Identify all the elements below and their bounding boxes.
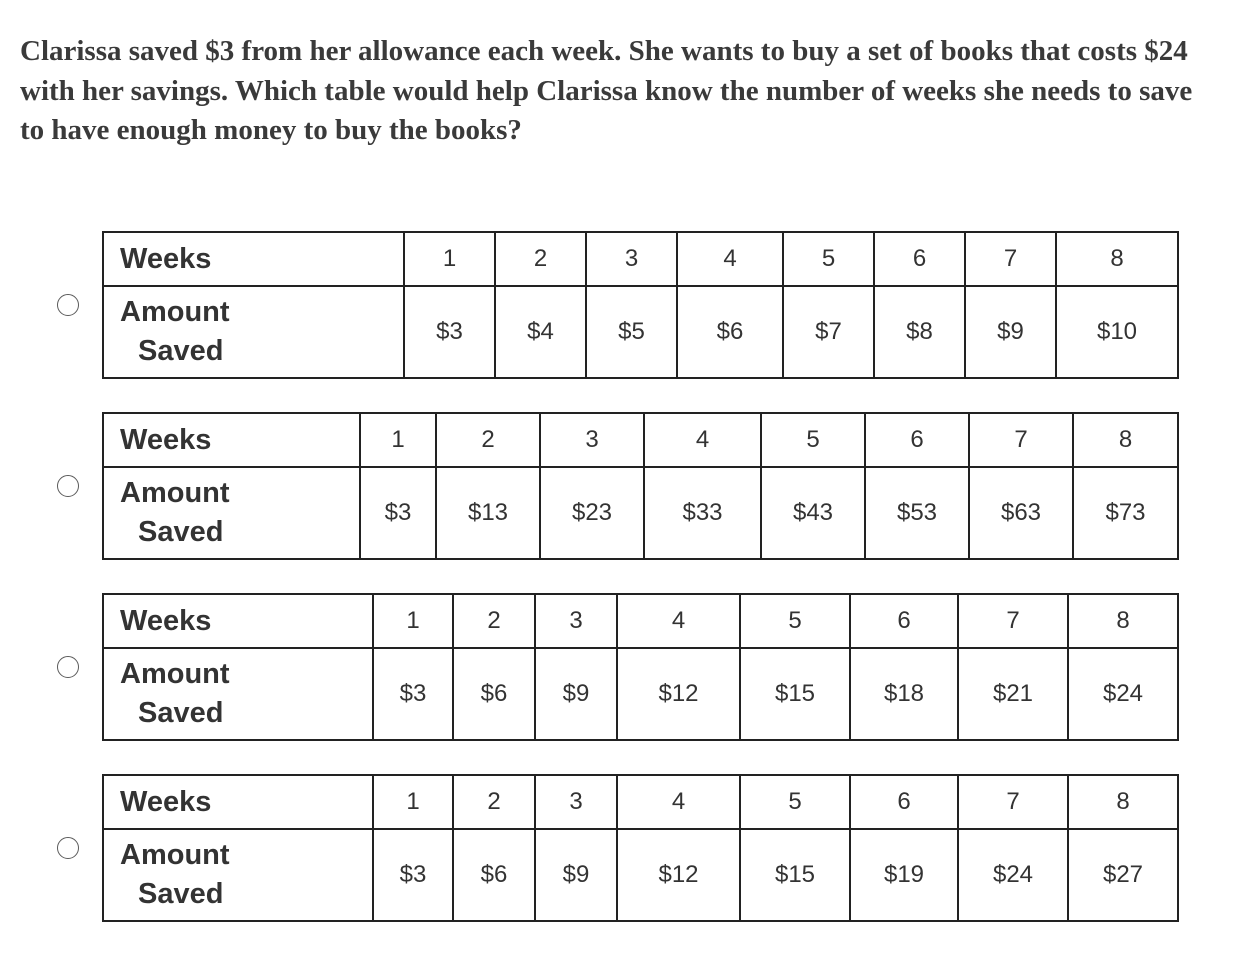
answer-option-b[interactable] bbox=[0, 412, 1250, 560]
answer-option-c[interactable] bbox=[0, 593, 1250, 741]
week-cell: 6 bbox=[865, 413, 969, 467]
amount-cell: $12 bbox=[617, 648, 740, 740]
week-cell: 4 bbox=[644, 413, 761, 467]
week-cell: 8 bbox=[1068, 775, 1178, 829]
amount-cell: $3 bbox=[373, 829, 453, 921]
amount-label-line1: Amount bbox=[120, 839, 230, 871]
amount-cell: $3 bbox=[360, 467, 436, 559]
amount-label-line2: Saved bbox=[138, 697, 224, 729]
question-text: Clarissa saved $3 from her allowance each week. She wants to buy a set of books that costs $24 with her savings. Which table would help Clarissa know the number of weeks she needs to save to have enough money to buy the books? bbox=[20, 35, 1193, 146]
week-cell: 5 bbox=[740, 594, 850, 648]
weeks-label: Weeks bbox=[103, 232, 404, 286]
amount-label-line2: Saved bbox=[138, 878, 224, 910]
amount-cell: $53 bbox=[865, 467, 969, 559]
weeks-label: Weeks bbox=[103, 775, 373, 829]
weeks-row bbox=[103, 413, 1178, 467]
week-cell: 5 bbox=[761, 413, 865, 467]
amount-saved-label bbox=[103, 829, 373, 921]
weeks-row bbox=[103, 232, 1178, 286]
week-cell: 5 bbox=[740, 775, 850, 829]
weeks-label: Weeks bbox=[103, 413, 360, 467]
amount-cell: $23 bbox=[540, 467, 644, 559]
week-cell: 1 bbox=[360, 413, 436, 467]
week-cell: 3 bbox=[586, 232, 677, 286]
week-cell: 6 bbox=[850, 594, 958, 648]
week-cell: 7 bbox=[965, 232, 1056, 286]
week-cell: 4 bbox=[617, 594, 740, 648]
week-cell: 8 bbox=[1056, 232, 1178, 286]
amount-cell: $12 bbox=[617, 829, 740, 921]
radio-button-option-a[interactable] bbox=[57, 294, 79, 316]
week-cell: 7 bbox=[958, 775, 1068, 829]
amount-cell: $4 bbox=[495, 286, 586, 378]
week-cell: 3 bbox=[535, 594, 617, 648]
table-option-b bbox=[102, 412, 1179, 560]
answer-option-a[interactable] bbox=[0, 231, 1250, 379]
week-cell: 1 bbox=[373, 594, 453, 648]
amount-cell: $43 bbox=[761, 467, 865, 559]
weeks-row bbox=[103, 594, 1178, 648]
amount-cell: $9 bbox=[965, 286, 1056, 378]
amount-cell: $63 bbox=[969, 467, 1073, 559]
amount-label-line2: Saved bbox=[138, 335, 224, 367]
table-option-a bbox=[102, 231, 1179, 379]
amount-cell: $5 bbox=[586, 286, 677, 378]
week-cell: 3 bbox=[535, 775, 617, 829]
amount-cell: $19 bbox=[850, 829, 958, 921]
week-cell: 4 bbox=[617, 775, 740, 829]
week-cell: 8 bbox=[1068, 594, 1178, 648]
amount-cell: $18 bbox=[850, 648, 958, 740]
amount-cell: $21 bbox=[958, 648, 1068, 740]
amount-saved-label bbox=[103, 648, 373, 740]
amount-saved-label bbox=[103, 467, 360, 559]
amount-cell: $6 bbox=[677, 286, 783, 378]
amount-row bbox=[103, 286, 1178, 378]
week-cell: 6 bbox=[850, 775, 958, 829]
amount-cell: $10 bbox=[1056, 286, 1178, 378]
amount-label-line1: Amount bbox=[120, 477, 230, 509]
amount-saved-label bbox=[103, 286, 404, 378]
radio-button-option-c[interactable] bbox=[57, 656, 79, 678]
amount-cell: $9 bbox=[535, 648, 617, 740]
week-cell: 7 bbox=[969, 413, 1073, 467]
week-cell: 7 bbox=[958, 594, 1068, 648]
week-cell: 1 bbox=[404, 232, 495, 286]
week-cell: 2 bbox=[495, 232, 586, 286]
amount-row bbox=[103, 467, 1178, 559]
week-cell: 6 bbox=[874, 232, 965, 286]
week-cell: 3 bbox=[540, 413, 644, 467]
amount-cell: $3 bbox=[373, 648, 453, 740]
amount-label-line1: Amount bbox=[120, 296, 230, 328]
weeks-row bbox=[103, 775, 1178, 829]
amount-cell: $3 bbox=[404, 286, 495, 378]
week-cell: 2 bbox=[436, 413, 540, 467]
amount-cell: $33 bbox=[644, 467, 761, 559]
radio-button-option-d[interactable] bbox=[57, 837, 79, 859]
amount-cell: $6 bbox=[453, 829, 535, 921]
radio-button-option-b[interactable] bbox=[57, 475, 79, 497]
amount-label-line1: Amount bbox=[120, 658, 230, 690]
amount-cell: $15 bbox=[740, 648, 850, 740]
amount-cell: $24 bbox=[958, 829, 1068, 921]
answer-option-d[interactable] bbox=[0, 774, 1250, 922]
amount-cell: $73 bbox=[1073, 467, 1178, 559]
amount-cell: $8 bbox=[874, 286, 965, 378]
table-option-c bbox=[102, 593, 1179, 741]
amount-cell: $15 bbox=[740, 829, 850, 921]
amount-cell: $9 bbox=[535, 829, 617, 921]
amount-cell: $27 bbox=[1068, 829, 1178, 921]
amount-label-line2: Saved bbox=[138, 516, 224, 548]
amount-cell: $24 bbox=[1068, 648, 1178, 740]
week-cell: 2 bbox=[453, 594, 535, 648]
amount-row bbox=[103, 829, 1178, 921]
amount-cell: $6 bbox=[453, 648, 535, 740]
week-cell: 2 bbox=[453, 775, 535, 829]
amount-cell: $7 bbox=[783, 286, 874, 378]
amount-cell: $13 bbox=[436, 467, 540, 559]
week-cell: 4 bbox=[677, 232, 783, 286]
week-cell: 8 bbox=[1073, 413, 1178, 467]
amount-row bbox=[103, 648, 1178, 740]
weeks-label: Weeks bbox=[103, 594, 373, 648]
table-option-d bbox=[102, 774, 1179, 922]
week-cell: 1 bbox=[373, 775, 453, 829]
week-cell: 5 bbox=[783, 232, 874, 286]
